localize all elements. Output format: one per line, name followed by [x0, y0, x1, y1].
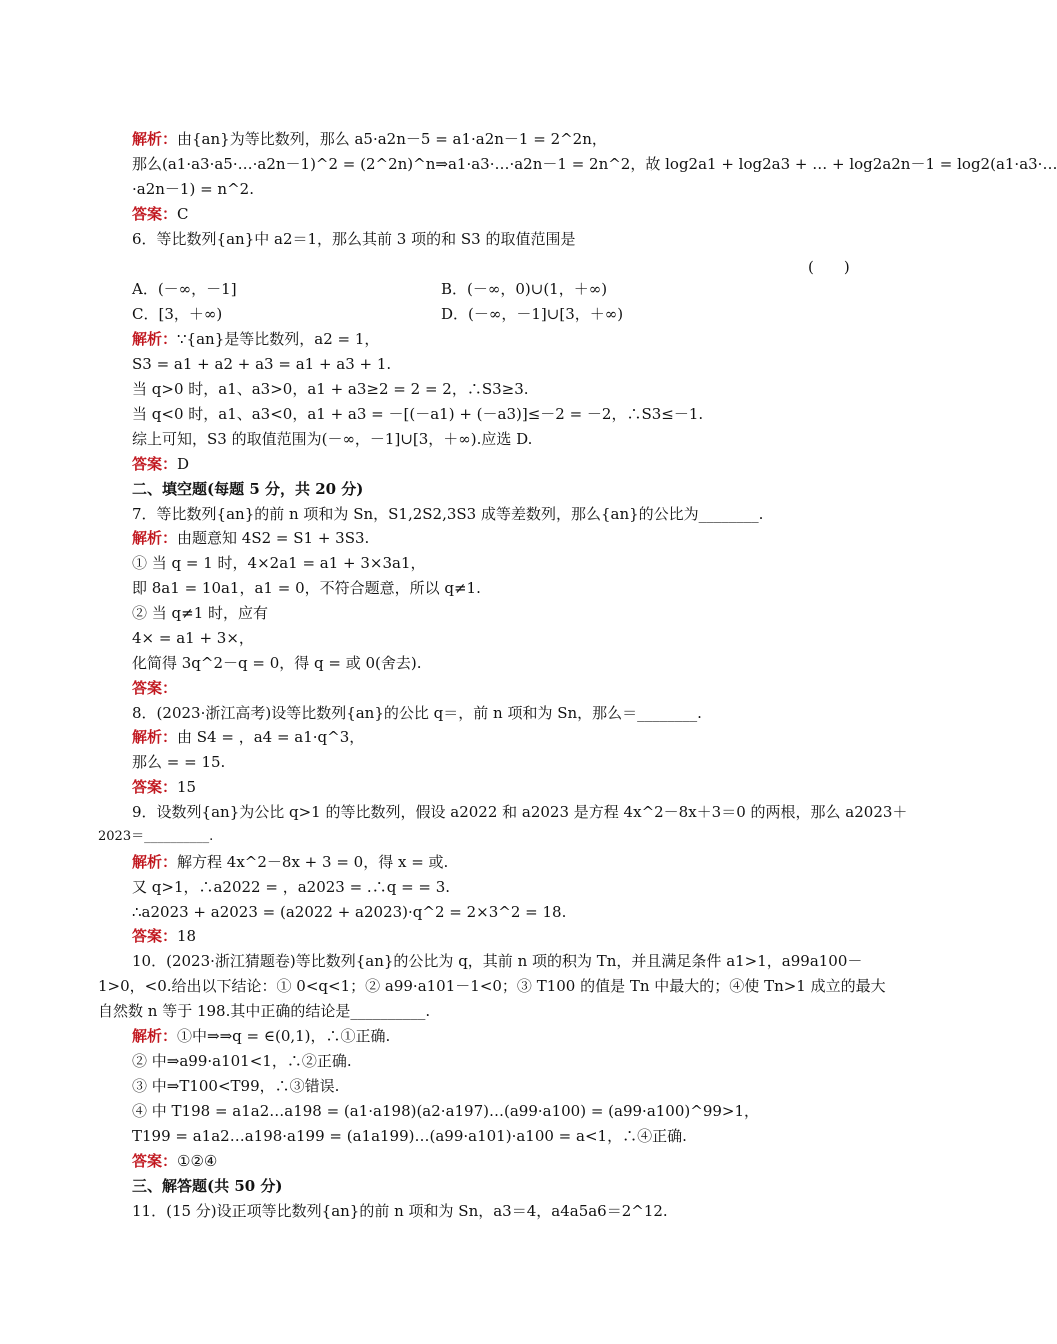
q6-analysis-text-4: 当 q<0 时，a1、a3<0，a1 + a3 = －[(－a1) + (－a3)]≤－2 = －2，∴S3≤－1. — [132, 405, 704, 423]
q9-stem-continued: 2023＝__________. — [98, 829, 214, 844]
q10-analysis-text-1: ①中⇒⇒q = ∈(0,1)，∴①正确. — [177, 1027, 391, 1045]
q7-answer-line — [132, 679, 177, 697]
q10-analysis-text-4: ④ 中 T198 = a1a2…a198 = (a1·a198)(a2·a197)…(a99·a100) = (a99·a100)^99>1， — [132, 1102, 760, 1120]
answer-label: 答案： — [132, 679, 178, 697]
q10-analysis-line — [132, 1027, 390, 1045]
q6-stem: 6．等比数列{an}中 a2＝1，那么其前 3 项的和 S3 的取值范围是 — [132, 230, 576, 248]
q6-analysis-text-1: ∵{an}是等比数列，a2 = 1， — [177, 330, 380, 348]
q5-answer: C — [177, 205, 189, 223]
q10-answer-line — [132, 1152, 217, 1170]
q6-answer: D — [177, 455, 190, 473]
q7-analysis-text-4: ② 当 q≠1 时，应有 — [132, 604, 269, 622]
q7-analysis-text-3: 即 8a1 = 10a1，a1 = 0，不符合题意，所以 q≠1. — [132, 579, 481, 597]
q6-option-a: A．(－∞，－1] — [132, 280, 237, 298]
q5-analysis-line — [132, 130, 607, 148]
q8-answer-line — [132, 778, 196, 796]
answer-label: 答案： — [132, 927, 178, 945]
q9-analysis-text-3: ∴a2023 + a2023 = (a2022 + a2023)·q^2 = 2×3^2 = 18. — [132, 903, 567, 921]
section-heading-fill-in: 二、填空题(每题 5 分，共 20 分) — [132, 480, 364, 498]
q8-stem: 8．(2023·浙江高考)设等比数列{an}的公比 q＝，前 n 项和为 Sn，那么＝________. — [132, 704, 702, 722]
q6-option-c: C．[3，＋∞) — [132, 305, 223, 323]
q6-analysis-line — [132, 330, 379, 348]
q7-stem: 7．等比数列{an}的前 n 项和为 Sn，S1,2S2,3S3 成等差数列，那么{an}的公比为________. — [132, 505, 764, 523]
q8-analysis-line — [132, 728, 364, 746]
answer-label: 答案： — [132, 778, 178, 796]
q5-analysis-text-2: 那么(a1·a3·a5·…·a2n－1)^2 = (2^2n)^n⇒a1·a3·…·a2n－1 = 2n^2，故 log2a1 + log2a3 + … + log2a2n－1 = log2(a1·a3·… — [132, 155, 1057, 173]
q6-option-b: B．(－∞，0)∪(1，＋∞) — [441, 280, 608, 298]
q7-analysis-text-6: 化简得 3q^2－q = 0，得 q = 或 0(舍去). — [132, 654, 422, 672]
q10-answer: ①②④ — [177, 1152, 218, 1170]
q6-option-d: D．(－∞，－1]∪[3，＋∞) — [441, 305, 624, 323]
q7-analysis-text-2: ① 当 q = 1 时，4×2a1 = a1 + 3×3a1， — [132, 554, 426, 572]
q10-stem-2: 1>0，<0.给出以下结论：① 0<q<1；② a99·a101－1<0；③ T100 的值是 Tn 中最大的；④使 Tn>1 成立的最大 — [98, 977, 886, 995]
answer-label: 答案： — [132, 205, 178, 223]
q10-analysis-text-3: ③ 中⇒T100<T99，∴③错误. — [132, 1077, 340, 1095]
q9-answer-line — [132, 927, 196, 945]
analysis-label: 解析： — [132, 853, 178, 871]
q10-stem-3: 自然数 n 等于 198.其中正确的结论是__________. — [98, 1002, 431, 1020]
analysis-label: 解析： — [132, 330, 178, 348]
analysis-label: 解析： — [132, 130, 178, 148]
q6-answer-paren: ( ) — [808, 258, 850, 276]
q9-answer: 18 — [177, 927, 197, 945]
q11-stem: 11．(15 分)设正项等比数列{an}的前 n 项和为 Sn，a3＝4，a4a5a6＝2^12. — [132, 1202, 668, 1220]
q6-answer-line — [132, 455, 189, 473]
q9-stem: 9．设数列{an}为公比 q>1 的等比数列，假设 a2022 和 a2023 是方程 4x^2－8x＋3＝0 的两根，那么 a2023＋ — [132, 803, 908, 821]
q10-analysis-text-2: ② 中⇒a99·a101<1，∴②正确. — [132, 1052, 352, 1070]
q9-analysis-line — [132, 853, 448, 871]
q10-stem-1: 10．(2023·浙江猜题卷)等比数列{an}的公比为 q，其前 n 项的积为 Tn，并且满足条件 a1>1，a99a100－ — [132, 952, 863, 970]
q6-analysis-text-2: S3 = a1 + a2 + a3 = a1 + a3 + 1. — [132, 355, 392, 373]
section-heading-solutions: 三、解答题(共 50 分) — [132, 1177, 283, 1195]
q5-analysis-text-3: ·a2n－1) = n^2. — [132, 180, 254, 198]
q8-analysis-text-1: 由 S4 = ，a4 = a1·q^3， — [177, 728, 365, 746]
answer-label: 答案： — [132, 1152, 178, 1170]
q10-analysis-text-5: T199 = a1a2…a198·a199 = (a1a199)…(a99·a101)·a100 = a<1，∴④正确. — [132, 1127, 687, 1145]
q7-analysis-text-5: 4× = a1 + 3×， — [132, 629, 254, 647]
q8-analysis-text-2: 那么 = = 15. — [132, 753, 226, 771]
q9-analysis-text-1: 解方程 4x^2－8x + 3 = 0，得 x = 或. — [177, 853, 449, 871]
analysis-label: 解析： — [132, 1027, 178, 1045]
q8-answer: 15 — [177, 778, 197, 796]
q7-analysis-text-1: 由题意知 4S2 = S1 + 3S3. — [177, 529, 370, 547]
q9-analysis-text-2: 又 q>1，∴a2022 = ，a2023 = .∴q = = 3. — [132, 878, 451, 896]
q6-analysis-text-3: 当 q>0 时，a1、a3>0，a1 + a3≥2 = 2 = 2，∴S3≥3. — [132, 380, 529, 398]
answer-label: 答案： — [132, 455, 178, 473]
q6-analysis-text-5: 综上可知，S3 的取值范围为(－∞，－1]∪[3，＋∞).应选 D. — [132, 430, 533, 448]
analysis-label: 解析： — [132, 529, 178, 547]
q7-analysis-line — [132, 529, 369, 547]
analysis-label: 解析： — [132, 728, 178, 746]
q5-answer-line — [132, 205, 189, 223]
q5-analysis-text-1: 由{an}为等比数列，那么 a5·a2n－5 = a1·a2n－1 = 2^2n， — [177, 130, 607, 148]
